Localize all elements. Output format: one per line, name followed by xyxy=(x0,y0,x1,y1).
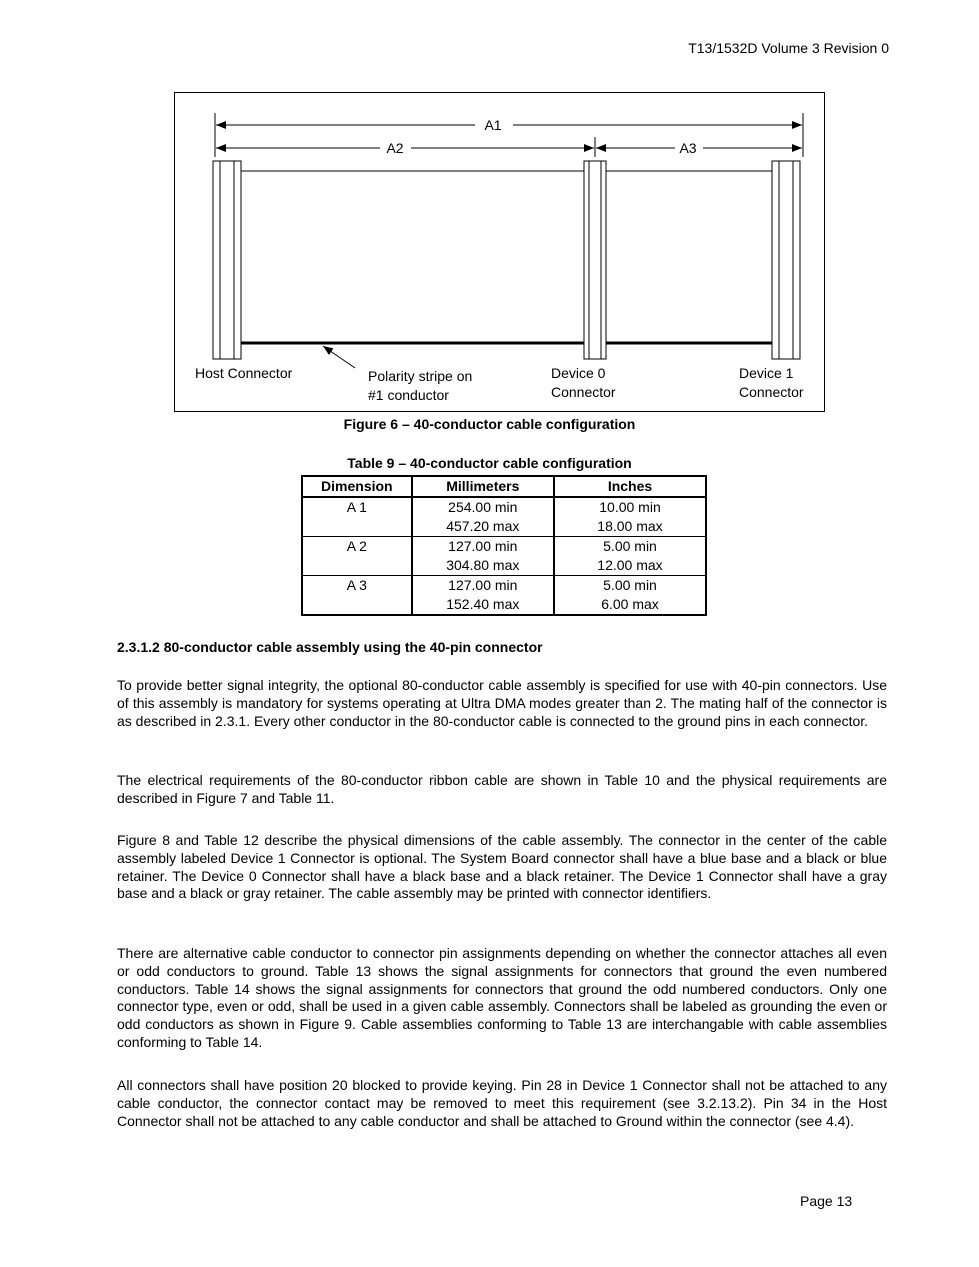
a2-label: A2 xyxy=(386,140,404,156)
paragraph: There are alternative cable conductor to connector pin assignments depending on whether the connector attaches all even or odd conductors to ground. Table 13 shows the signal assignments for connectors that ground the even numbered conductors. Table 14 shows the signal assignments for connectors that ground the odd numbered conductors. Only one connector type, even or odd, shall be used in a given cable assembly. Connectors shall be labeled as grounding the even or odd conductors as shown in Figure 9. Cable assemblies conforming to Table 13 are interchangable with cable assemblies conforming to Table 14. xyxy=(117,945,887,1050)
cable-diagram xyxy=(175,93,826,413)
mm-max-cell: 457.20 max xyxy=(412,517,554,537)
table-row xyxy=(302,595,706,615)
in-max-cell: 18.00 max xyxy=(554,517,706,537)
mm-min-cell: 127.00 min xyxy=(412,576,554,596)
dimension-cell: A 1 xyxy=(302,497,412,517)
in-min-cell: 10.00 min xyxy=(554,497,706,517)
a1-label: A1 xyxy=(484,117,502,133)
dimension-cell: A 3 xyxy=(302,576,412,596)
polarity-label-line2: #1 conductor xyxy=(368,387,449,403)
cable-figure xyxy=(174,92,825,412)
table-row xyxy=(302,556,706,576)
table-header-cell: Millimeters xyxy=(412,476,554,497)
page-number: Page 13 xyxy=(800,1193,853,1209)
mm-max-cell: 152.40 max xyxy=(412,595,554,615)
in-max-cell: 12.00 max xyxy=(554,556,706,576)
device1-label-line2: Connector xyxy=(739,384,804,400)
table-header-cell: Inches xyxy=(554,476,706,497)
device0-label-line2: Connector xyxy=(551,384,616,400)
mm-min-cell: 127.00 min xyxy=(412,537,554,557)
dimension-cell: A 2 xyxy=(302,537,412,557)
paragraph: Figure 8 and Table 12 describe the physical dimensions of the cable assembly. The connector in the center of the cable assembly labeled Device 1 Connector is optional. The System Board connector shall have a blue base and a black or blue retainer. The Device 0 Connector shall have a black base and a black retainer. The Device 1 Connector shall have a gray base and a black or gray retainer. The cable assembly may be printed with connector identifiers. xyxy=(117,832,887,902)
polarity-leader-arrow xyxy=(323,346,355,368)
device0-label-line1: Device 0 xyxy=(551,365,606,381)
polarity-label-line1: Polarity stripe on xyxy=(368,368,473,384)
cable-config-table xyxy=(301,475,707,616)
device1-label-line1: Device 1 xyxy=(739,365,794,381)
mm-min-cell: 254.00 min xyxy=(412,497,554,517)
in-min-cell: 5.00 min xyxy=(554,576,706,596)
table-caption: Table 9 – 40-conductor cable configuration xyxy=(347,455,632,471)
paragraph: The electrical requirements of the 80-conductor ribbon cable are shown in Table 10 and the physical requirements are described in Figure 7 and Table 11. xyxy=(117,772,887,806)
in-min-cell: 5.00 min xyxy=(554,537,706,557)
mm-max-cell: 304.80 max xyxy=(412,556,554,576)
table-header-cell: Dimension xyxy=(302,476,412,497)
table-row xyxy=(302,576,706,596)
section-heading: 2.3.1.2 80-conductor cable assembly using the 40-pin connector xyxy=(117,639,543,655)
table-header-row xyxy=(302,476,706,497)
paragraph: To provide better signal integrity, the optional 80-conductor cable assembly is specified for use with 40-pin connectors. Use of this assembly is mandatory for systems operating at Ultra DMA modes greater than 2. The mating half of the connector is as described in 2.3.1. Every other conductor in the 80-conductor cable is connected to the ground pins in each connector. xyxy=(117,677,887,729)
table-row xyxy=(302,537,706,557)
paragraph: All connectors shall have position 20 blocked to provide keying. Pin 28 in Device 1 Connector shall not be attached to any cable conductor, the connector contact may be removed to meet this requirement (see 3.2.13.2). Pin 34 in the Host Connector shall not be attached to any cable conductor and shall be attached to Ground within the connector (see 4.4). xyxy=(117,1077,887,1129)
a3-label: A3 xyxy=(679,140,697,156)
host-connector-label: Host Connector xyxy=(195,365,293,381)
table-row xyxy=(302,517,706,537)
figure-caption: Figure 6 – 40-conductor cable configuration xyxy=(343,416,636,432)
in-max-cell: 6.00 max xyxy=(554,595,706,615)
table-row xyxy=(302,497,706,517)
document-header: T13/1532D Volume 3 Revision 0 xyxy=(688,40,889,56)
